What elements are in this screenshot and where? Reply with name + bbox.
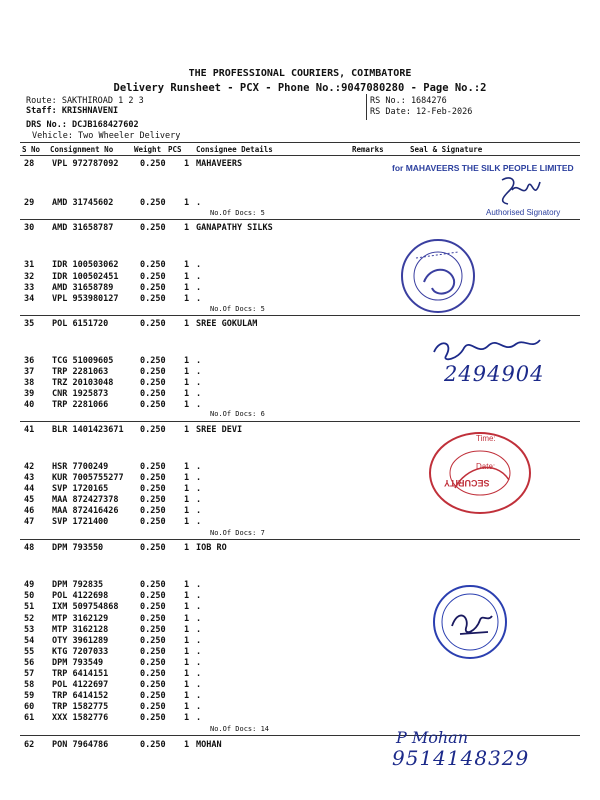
table-row: 46 MAA 872416426 0.250 1 . [24,506,202,516]
company-title: THE PROFESSIONAL COURIERS, COIMBATORE [188,68,412,79]
table-row: 43 KUR 7005755277 0.250 1 . [24,473,202,483]
rs-number: RS No.: 1684276 [370,96,447,106]
group-divider [20,735,580,736]
table-row: 51 IXM 509754868 0.250 1 . [24,602,202,612]
meta-divider [366,94,367,120]
table-row: 55 KTG 7207033 0.250 1 . [24,647,202,657]
vehicle-label: Vehicle: Two Wheeler Delivery [32,131,181,141]
table-row: 50 POL 4122698 0.250 1 . [24,591,202,601]
table-row: 37 TRP 2281063 0.250 1 . [24,367,202,377]
table-row: 41 BLR 1401423671 0.250 1 SREE DEVI [24,425,243,435]
col-seal-signature: Seal & Signature [410,145,483,154]
table-row: 28 VPL 972787092 0.250 1 MAHAVEERS [24,159,243,169]
mohan-handwritten-phone: 9514148329 [392,746,530,770]
table-row: 56 DPM 793549 0.250 1 . [24,658,202,668]
table-row: 57 TRP 6414151 0.250 1 . [24,669,202,679]
docs-count: No.Of Docs: 5 [210,209,265,217]
group-divider [20,219,580,220]
docs-count: No.Of Docs: 5 [210,305,265,313]
runsheet-subtitle: Delivery Runsheet - PCX - Phone No.:9047080280 - Page No.:2 [113,82,487,94]
table-row: 54 OTY 3961289 0.250 1 . [24,636,202,646]
table-row: 42 HSR 7700249 0.250 1 . [24,462,202,472]
route-label: Route: SAKTHIROAD 1 2 3 [26,96,144,106]
header-rule-top [20,142,580,143]
table-row: 31 IDR 100503062 0.250 1 . [24,260,202,270]
docs-count: No.Of Docs: 6 [210,410,265,418]
col-consignment: Consignment No [50,145,114,154]
staff-label: Staff: KRISHNAVENI [26,106,119,116]
table-row: 29 AMD 31745602 0.250 1 . [24,198,202,208]
header-rule-bottom [20,155,580,156]
table-row: 33 AMD 31658789 0.250 1 . [24,283,202,293]
group-divider [20,315,580,316]
authorised-signatory-label: Authorised Signatory [486,208,561,217]
rs-date: RS Date: 12-Feb-2026 [370,107,473,117]
table-row: 35 POL 6151720 0.250 1 SREE GOKULAM [24,319,258,329]
col-pcs: PCS [168,145,182,154]
group-divider [20,421,580,422]
table-row: 49 DPM 792835 0.250 1 . [24,580,202,590]
ganapathy-seal-icon [398,236,478,316]
security-stamp-text: SECURITY [444,478,490,488]
table-row: 30 AMD 31658787 0.250 1 GANAPATHY SILKS [24,223,273,233]
iob-seal-icon [430,582,510,662]
table-row: 61 XXX 1582776 0.250 1 . [24,713,202,723]
col-details: Consignee Details [196,145,273,154]
table-row: 38 TRZ 20103048 0.250 1 . [24,378,202,388]
table-row: 60 TRP 1582775 0.250 1 . [24,702,202,712]
table-row: 45 MAA 872427378 0.250 1 . [24,495,202,505]
docs-count: No.Of Docs: 7 [210,529,265,537]
col-weight: Weight [134,145,162,154]
mahaveers-signature-icon [488,172,548,212]
col-sno: S No [22,145,41,154]
security-date-label: Date: [476,462,496,471]
security-time-label: Time: [476,434,496,443]
table-row: 62 PON 7964786 0.250 1 MOHAN [24,740,222,750]
group-divider [20,539,580,540]
table-row: 59 TRP 6414152 0.250 1 . [24,691,202,701]
table-row: 52 MTP 3162129 0.250 1 . [24,614,202,624]
table-row: 48 DPM 793550 0.250 1 IOB RO [24,543,227,553]
table-row: 40 TRP 2281066 0.250 1 . [24,400,202,410]
col-remarks: Remarks [352,145,384,154]
table-row: 53 MTP 3162128 0.250 1 . [24,625,202,635]
table-row: 34 VPL 953980127 0.250 1 . [24,294,202,304]
drs-number: DRS No.: DCJB168427602 [26,120,139,130]
mohan-handwritten-name: P Mohan [396,728,469,747]
table-row: 36 TCG 51009605 0.250 1 . [24,356,202,366]
table-row: 32 IDR 100502451 0.250 1 . [24,272,202,282]
mahaveers-stamp-text: for MAHAVEERS THE SILK PEOPLE LIMITED [392,163,574,173]
docs-count: No.Of Docs: 14 [210,725,270,733]
table-row: 47 SVP 1721400 0.250 1 . [24,517,202,527]
gokulam-handwritten-number: 2494904 [444,362,545,386]
table-row: 39 CNR 1925873 0.250 1 . [24,389,202,399]
table-row: 44 SVP 1720165 0.250 1 . [24,484,202,494]
table-row: 58 POL 4122697 0.250 1 . [24,680,202,690]
gokulam-signature-icon [428,332,548,366]
